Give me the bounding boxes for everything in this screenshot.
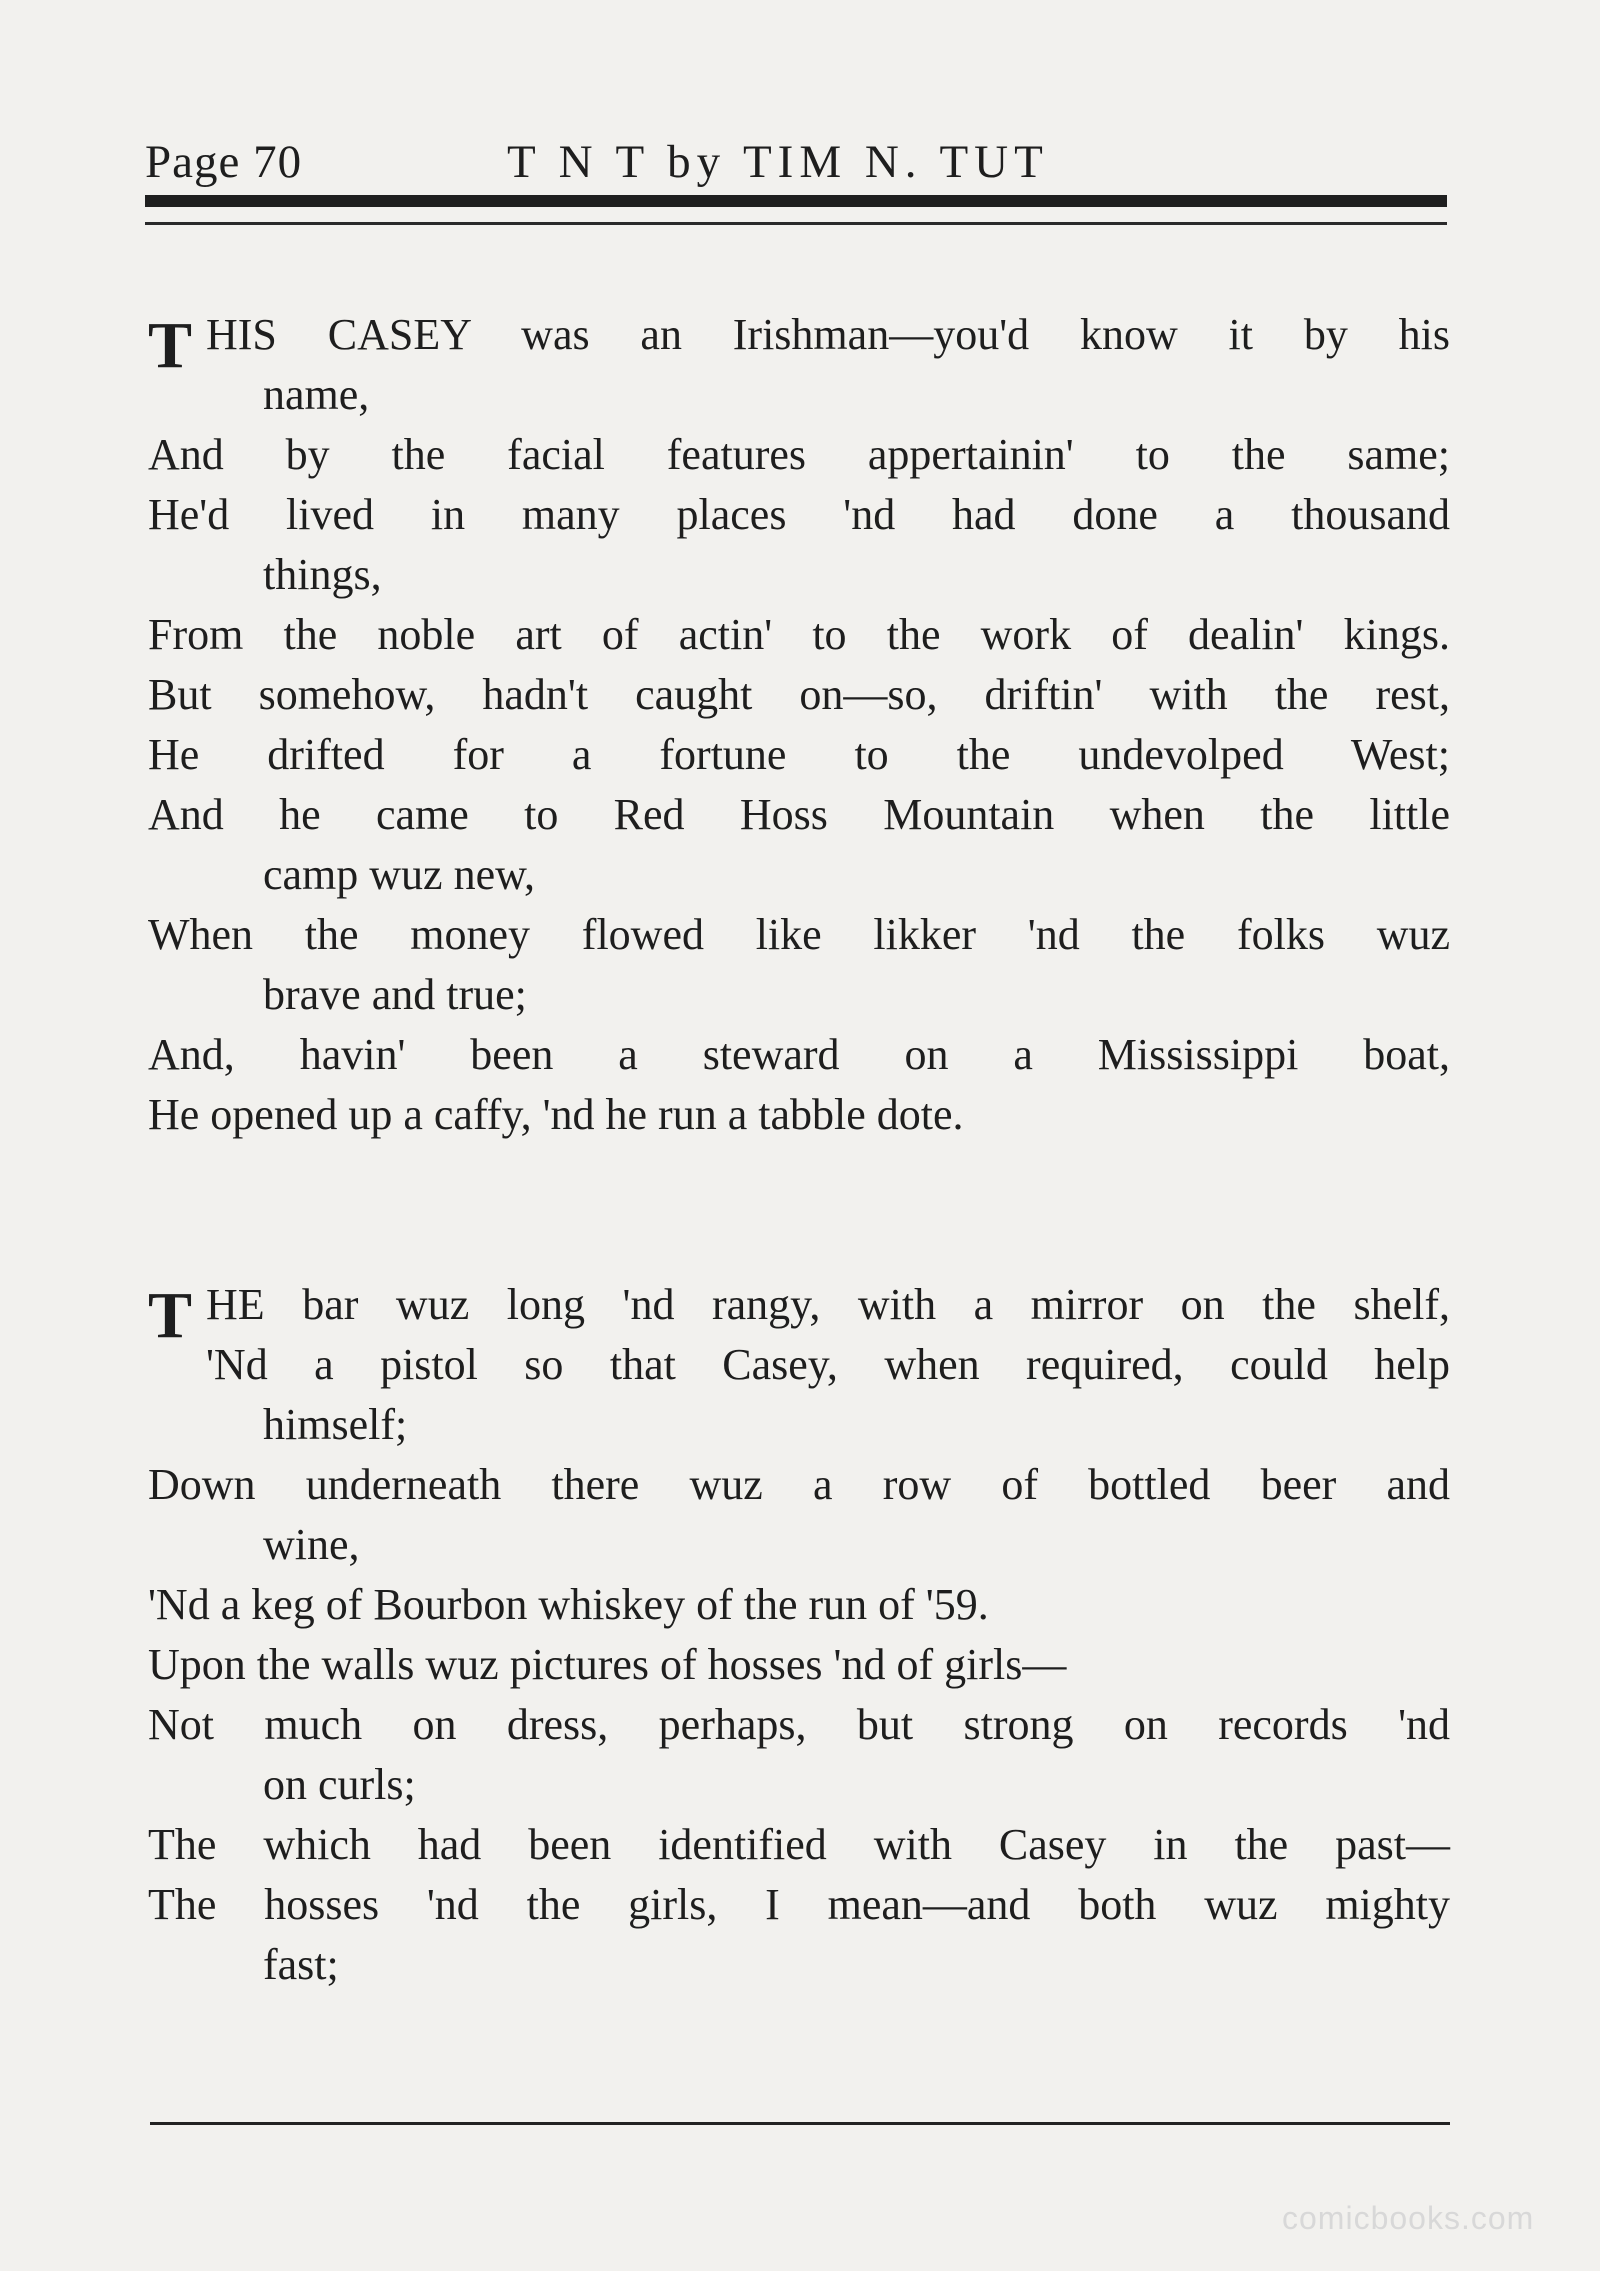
- poem-line: himself;: [263, 1400, 408, 1449]
- poem-line: And, havin' been a steward on a Mississippi boat,: [148, 1030, 1450, 1079]
- drop-cap: T: [148, 309, 193, 382]
- running-header: [145, 135, 1450, 195]
- poem-line: 'Nd a pistol so that Casey, when required, could help: [206, 1340, 1450, 1389]
- poem-line: When the money flowed like likker 'nd the folks wuz: [148, 910, 1450, 959]
- poem-line: He opened up a caffy, 'nd he run a tabble dote.: [148, 1090, 964, 1139]
- poem-line: wine,: [263, 1520, 360, 1569]
- poem-line: Not much on dress, perhaps, but strong on records 'nd: [148, 1700, 1450, 1749]
- poem-line: things,: [263, 550, 382, 599]
- drop-cap: T: [148, 1279, 193, 1352]
- poem-line: HE bar wuz long 'nd rangy, with a mirror on the shelf,: [206, 1280, 1450, 1329]
- poem-line: Upon the walls wuz pictures of hosses 'nd of girls—: [148, 1640, 1067, 1689]
- poem-line: Down underneath there wuz a row of bottled beer and: [148, 1460, 1450, 1509]
- poem-line: And by the facial features appertainin' to the same;: [148, 430, 1450, 479]
- stanza-1: [148, 305, 1450, 1145]
- poem-line: name,: [263, 370, 370, 419]
- stanza-2: [148, 1275, 1450, 1995]
- page-number: Page 70: [145, 136, 303, 188]
- poem-line: From the noble art of actin' to the work of dealin' kings.: [148, 610, 1450, 659]
- poem-line: He drifted for a fortune to the undevolped West;: [148, 730, 1450, 779]
- header-rule-thick: [145, 195, 1447, 207]
- poem-line: The which had been identified with Casey in the past—: [148, 1820, 1450, 1869]
- poem-line: And he came to Red Hoss Mountain when the little: [148, 790, 1450, 839]
- poem-line: HIS CASEY was an Irishman—you'd know it by his: [206, 310, 1450, 359]
- poem-line: camp wuz new,: [263, 850, 536, 899]
- poem-line: on curls;: [263, 1760, 416, 1809]
- poem-line: 'Nd a keg of Bourbon whiskey of the run of '59.: [148, 1580, 989, 1629]
- poem-line: The hosses 'nd the girls, I mean—and both wuz mighty: [148, 1880, 1450, 1929]
- poem-line: He'd lived in many places 'nd had done a thousand: [148, 490, 1450, 539]
- poem-line: fast;: [263, 1940, 339, 1989]
- poem-line: But somehow, hadn't caught on—so, driftin' with the rest,: [148, 670, 1450, 719]
- header-rule-thin: [145, 222, 1447, 225]
- footer-rule: [150, 2122, 1450, 2125]
- watermark: comicbooks.com: [1282, 2200, 1535, 2236]
- poem-line: brave and true;: [263, 970, 527, 1019]
- running-title: T N T by TIM N. TUT: [507, 136, 1049, 188]
